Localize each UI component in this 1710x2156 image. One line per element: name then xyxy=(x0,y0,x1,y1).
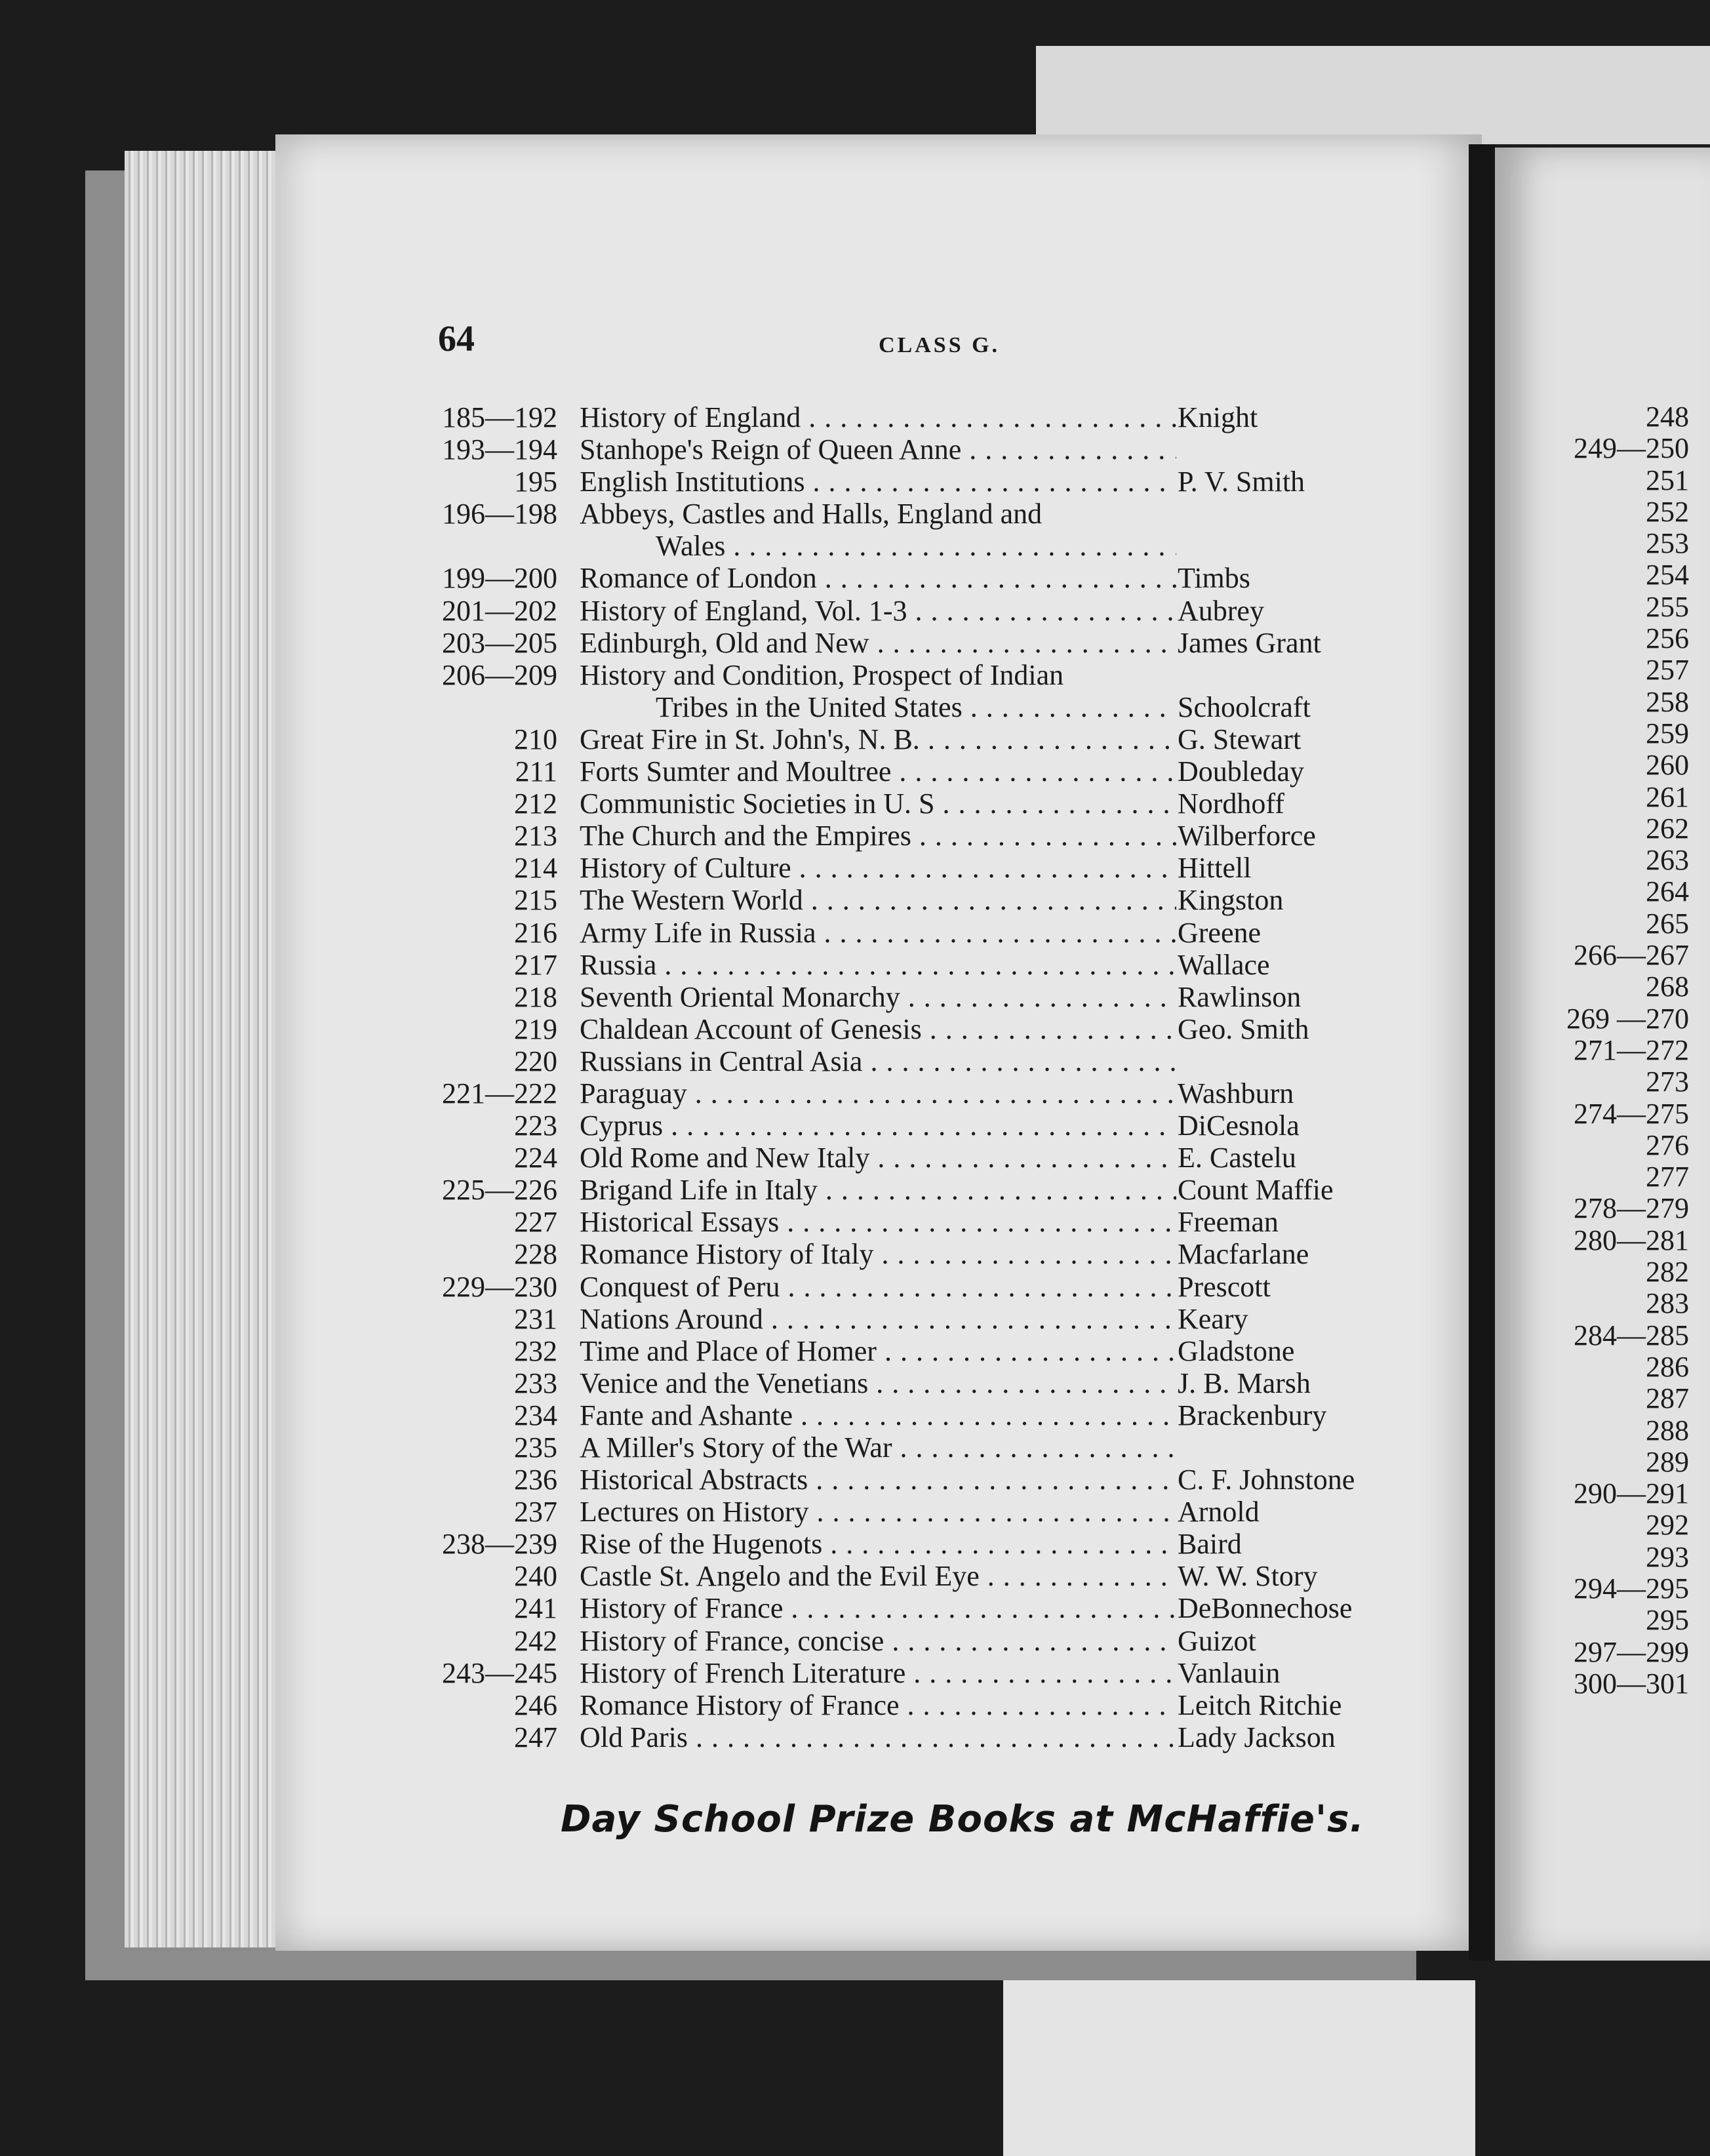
catalogue-entry xyxy=(0,981,1469,1013)
right-entry-number: 259 xyxy=(1646,717,1689,749)
catalogue-entry xyxy=(0,1045,1469,1077)
entry-author: Guizot xyxy=(1178,1624,1256,1657)
entry-author: Arnold xyxy=(1178,1496,1260,1528)
right-entry-number: 284—285 xyxy=(1574,1319,1689,1351)
entry-title: Great Fire in St. John's, N. B. . . . xyxy=(580,723,1176,755)
entry-author: Lady Jackson xyxy=(1178,1721,1336,1753)
entry-title: Forts Sumter and Moultree . . . xyxy=(580,755,1176,788)
entry-title: Romance History of France . . . xyxy=(580,1689,1176,1721)
right-entry-number: 255 xyxy=(1646,591,1689,623)
right-entry-number: 287 xyxy=(1646,1383,1689,1415)
right-entry-number: 294—295 xyxy=(1574,1572,1689,1605)
right-entry-number: 273 xyxy=(1646,1066,1689,1098)
entry-number: 219 xyxy=(514,1012,557,1045)
catalogue-entry xyxy=(0,1721,1469,1753)
right-entry-number: 276 xyxy=(1646,1129,1689,1161)
entry-title: Cyprus . . . xyxy=(580,1109,1176,1142)
entry-author: Gladstone xyxy=(1178,1334,1295,1367)
right-entry-number: 258 xyxy=(1646,686,1689,718)
right-page-numbers xyxy=(1495,401,1705,1700)
entry-title: Communistic Societies in U. S . . . xyxy=(580,788,1176,820)
entry-number: 221—222 xyxy=(442,1077,557,1109)
right-entry-number: 295 xyxy=(1646,1605,1689,1637)
catalogue-entry xyxy=(0,852,1469,884)
entry-title: Rise of the Hugenots . . . xyxy=(580,1528,1176,1560)
entry-number: 227 xyxy=(514,1206,557,1239)
entry-number: 246 xyxy=(514,1688,557,1721)
entry-author: Wilberforce xyxy=(1178,820,1316,852)
entry-title: The Church and the Empires . . . xyxy=(580,820,1176,852)
entry-title: Stanhope's Reign of Queen Anne . . . xyxy=(580,433,1176,466)
entry-number: 196—198 xyxy=(442,498,557,530)
entry-author: G. Stewart xyxy=(1178,723,1302,755)
right-entry-number: 249—250 xyxy=(1574,433,1689,465)
entry-author: Washburn xyxy=(1178,1077,1294,1109)
right-entry-number: 300—301 xyxy=(1574,1667,1689,1700)
entry-author: James Grant xyxy=(1178,626,1321,659)
entry-number: 185—192 xyxy=(442,401,557,433)
catalogue-entry xyxy=(0,1109,1469,1142)
catalogue-entry xyxy=(0,723,1469,755)
catalogue-entry xyxy=(0,659,1469,691)
entry-author: Hittell xyxy=(1178,852,1252,885)
right-entry-number: 278—279 xyxy=(1574,1193,1689,1225)
catalogue-entry xyxy=(0,1077,1469,1109)
entry-author: Schoolcraft xyxy=(1178,690,1311,723)
entry-author: Greene xyxy=(1178,916,1262,949)
entry-number: 242 xyxy=(514,1624,557,1657)
right-entry-number: 274—275 xyxy=(1574,1098,1689,1130)
right-entry-number: 271—272 xyxy=(1574,1034,1689,1066)
entry-author: Wallace xyxy=(1178,948,1270,981)
entry-title: Brigand Life in Italy . . . xyxy=(580,1174,1176,1206)
right-entry-number: 264 xyxy=(1646,876,1689,908)
catalogue-entry xyxy=(0,1496,1469,1528)
scanner-background-top xyxy=(1036,46,1710,144)
book-gutter xyxy=(1469,144,1495,1961)
entry-number: 215 xyxy=(514,884,557,917)
entry-number: 247 xyxy=(514,1721,557,1753)
catalogue-entry xyxy=(0,627,1469,659)
entry-title: History of Culture . . . xyxy=(580,852,1176,884)
entry-title: Venice and the Venetians . . . xyxy=(580,1367,1176,1399)
entry-title: History of French Literature . . . xyxy=(580,1657,1176,1689)
catalogue-entry xyxy=(0,1657,1469,1689)
right-entry-number: 260 xyxy=(1646,749,1689,782)
entry-number: 234 xyxy=(514,1399,557,1431)
right-entry-number: 262 xyxy=(1646,812,1689,845)
catalogue-entry xyxy=(0,595,1469,627)
right-entry-number: 289 xyxy=(1646,1446,1689,1478)
entry-number: 225—226 xyxy=(442,1174,557,1207)
catalogue-entry xyxy=(0,1013,1469,1045)
entry-author: Leitch Ritchie xyxy=(1178,1688,1342,1721)
entry-title: Historical Essays . . . xyxy=(580,1206,1176,1238)
catalogue-entry xyxy=(0,433,1469,466)
right-entry-number: 292 xyxy=(1646,1509,1689,1542)
entry-number: 195 xyxy=(514,466,557,498)
entry-number: 212 xyxy=(514,788,557,820)
entry-title: Conquest of Peru . . . xyxy=(580,1271,1176,1303)
entry-number: 241 xyxy=(514,1592,557,1625)
entry-title: Edinburgh, Old and New . . . xyxy=(580,627,1176,659)
entry-title: History of France, concise . . . xyxy=(580,1625,1176,1657)
right-entry-number: 254 xyxy=(1646,559,1689,591)
entry-author: Baird xyxy=(1178,1528,1242,1561)
catalogue-entry xyxy=(0,949,1469,981)
right-entry-number: 293 xyxy=(1646,1541,1689,1573)
right-entry-number: 256 xyxy=(1646,623,1689,655)
entry-author: Knight xyxy=(1178,401,1258,433)
right-entry-number: 266—267 xyxy=(1574,940,1689,972)
entry-title: Tribes in the United States . . . xyxy=(656,691,1176,723)
entry-number: 193—194 xyxy=(442,433,557,466)
catalogue-entry xyxy=(0,884,1469,916)
catalogue-entry xyxy=(0,691,1469,723)
entry-title: History and Condition, Prospect of Indian xyxy=(580,658,1064,691)
right-entry-number: 286 xyxy=(1646,1351,1689,1383)
entry-title: Romance of London . . . xyxy=(580,562,1176,594)
entry-title: Castle St. Angelo and the Evil Eye . . . xyxy=(580,1560,1176,1592)
entry-author: W. W. Story xyxy=(1178,1560,1318,1593)
entry-author: P. V. Smith xyxy=(1178,466,1305,498)
entry-title: A Miller's Story of the War . . . xyxy=(580,1431,1176,1464)
entry-number: 231 xyxy=(514,1302,557,1335)
entry-title: Romance History of Italy . . . xyxy=(580,1238,1176,1270)
entry-title: Seventh Oriental Monarchy . . . xyxy=(580,981,1176,1013)
entry-author: C. F. Johnstone xyxy=(1178,1464,1355,1496)
catalogue-entry xyxy=(0,1238,1469,1270)
entry-number: 214 xyxy=(514,852,557,885)
right-entry-number: 261 xyxy=(1646,781,1689,813)
right-entry-number: 251 xyxy=(1646,464,1689,496)
entry-title: Chaldean Account of Genesis . . . xyxy=(580,1013,1176,1045)
entry-title: Army Life in Russia . . . xyxy=(580,917,1176,949)
entry-author: Prescott xyxy=(1178,1270,1271,1303)
catalogue-entry xyxy=(0,530,1469,562)
catalogue-entry xyxy=(0,1625,1469,1657)
right-entry-number: 248 xyxy=(1646,401,1689,433)
catalogue-entry xyxy=(0,1335,1469,1367)
entry-number: 199—200 xyxy=(442,562,557,595)
entry-number: 236 xyxy=(514,1464,557,1496)
entry-number: 243—245 xyxy=(442,1656,557,1689)
entry-title: History of England . . . xyxy=(580,401,1176,433)
entry-title: Historical Abstracts . . . xyxy=(580,1464,1176,1496)
entry-author: Keary xyxy=(1178,1302,1248,1335)
entry-title: Russians in Central Asia . . . xyxy=(580,1045,1176,1077)
entry-title: The Western World . . . xyxy=(580,884,1176,916)
catalogue-entry xyxy=(0,1689,1469,1721)
entry-title: Old Rome and New Italy . . . xyxy=(580,1142,1176,1174)
entry-author: DeBonnechose xyxy=(1178,1592,1353,1625)
entry-number: 216 xyxy=(514,916,557,949)
right-entry-number: 253 xyxy=(1646,528,1689,560)
entry-title: Time and Place of Homer . . . xyxy=(580,1335,1176,1367)
right-entry-number: 265 xyxy=(1646,908,1689,940)
entry-number: 238—239 xyxy=(442,1528,557,1561)
entry-author: J. B. Marsh xyxy=(1178,1367,1311,1399)
entry-author: DiCesnola xyxy=(1178,1109,1300,1142)
entry-number: 206—209 xyxy=(442,658,557,691)
running-head: CLASS G. xyxy=(879,333,1001,357)
entry-number: 233 xyxy=(514,1367,557,1399)
entry-number: 223 xyxy=(514,1109,557,1142)
scanner-background-bottom xyxy=(1003,1980,1475,2156)
entry-author: Freeman xyxy=(1178,1206,1279,1239)
catalogue-entry xyxy=(0,755,1469,788)
right-entry-number: 277 xyxy=(1646,1161,1689,1193)
catalogue-entry xyxy=(0,1399,1469,1431)
catalogue-entry xyxy=(0,1528,1469,1560)
entry-title: Wales . . . xyxy=(656,530,1176,562)
entry-author: Nordhoff xyxy=(1178,788,1284,820)
entry-author: Aubrey xyxy=(1178,594,1264,627)
entry-number: 217 xyxy=(514,948,557,981)
page-number: 64 xyxy=(438,319,475,359)
entry-number: 211 xyxy=(515,755,557,788)
right-entry-number: 297—299 xyxy=(1574,1636,1689,1668)
right-entry-number: 290—291 xyxy=(1574,1478,1689,1510)
catalogue-entries xyxy=(0,401,1469,1753)
catalogue-entry xyxy=(0,1464,1469,1496)
catalogue-entry xyxy=(0,1560,1469,1592)
catalogue-entry xyxy=(0,1174,1469,1206)
right-entry-number: 288 xyxy=(1646,1414,1689,1447)
entry-author: E. Castelu xyxy=(1178,1142,1296,1174)
footer-advertisement: Day School Prize Books at McHaffie's. xyxy=(561,1798,1364,1841)
entry-number: 240 xyxy=(514,1560,557,1593)
entry-title: Russia . . . xyxy=(580,949,1176,981)
right-entry-number: 263 xyxy=(1646,845,1689,877)
entry-number: 201—202 xyxy=(442,594,557,627)
right-entry-number: 257 xyxy=(1646,654,1689,687)
right-entry-number: 280—281 xyxy=(1574,1224,1689,1256)
entry-number: 235 xyxy=(514,1431,557,1464)
entry-author: Count Maffie xyxy=(1178,1174,1334,1207)
catalogue-entry xyxy=(0,1592,1469,1624)
entry-number: 213 xyxy=(514,820,557,852)
entry-number: 232 xyxy=(514,1334,557,1367)
catalogue-entry xyxy=(0,1206,1469,1238)
catalogue-entry xyxy=(0,1367,1469,1399)
entry-number: 210 xyxy=(514,723,557,755)
catalogue-entry xyxy=(0,788,1469,820)
catalogue-entry xyxy=(0,498,1469,530)
entry-number: 237 xyxy=(514,1496,557,1528)
catalogue-entry xyxy=(0,1142,1469,1174)
right-entry-number: 283 xyxy=(1646,1288,1689,1320)
entry-author: Macfarlane xyxy=(1178,1238,1309,1271)
entry-author: Timbs xyxy=(1178,562,1250,595)
catalogue-entry xyxy=(0,466,1469,498)
entry-number: 228 xyxy=(514,1238,557,1271)
entry-title: Lectures on History . . . xyxy=(580,1496,1176,1528)
catalogue-entry xyxy=(0,562,1469,594)
entry-title: Fante and Ashante . . . xyxy=(580,1399,1176,1431)
catalogue-entry xyxy=(0,1431,1469,1464)
entry-author: Doubleday xyxy=(1178,755,1305,788)
entry-title: Abbeys, Castles and Halls, England and xyxy=(580,498,1043,530)
catalogue-entry xyxy=(0,1271,1469,1303)
right-entry-number: 282 xyxy=(1646,1256,1689,1288)
entry-title: History of England, Vol. 1-3 . . . xyxy=(580,595,1176,627)
entry-title: Old Paris . . . xyxy=(580,1721,1176,1753)
catalogue-entry xyxy=(0,1303,1469,1335)
entry-title: History of France . . . xyxy=(580,1592,1176,1624)
entry-number: 224 xyxy=(514,1142,557,1174)
right-entry-number: 269 —270 xyxy=(1566,1003,1689,1035)
entry-author: Rawlinson xyxy=(1178,980,1302,1013)
catalogue-entry xyxy=(0,820,1469,852)
entry-author: Geo. Smith xyxy=(1178,1012,1309,1045)
entry-number: 220 xyxy=(514,1045,557,1077)
entry-title: Nations Around . . . xyxy=(580,1303,1176,1335)
catalogue-entry xyxy=(0,917,1469,949)
entry-number: 203—205 xyxy=(442,626,557,659)
entry-author: Kingston xyxy=(1178,884,1284,917)
entry-author: Vanlauin xyxy=(1178,1656,1281,1689)
catalogue-entry xyxy=(0,401,1469,433)
entry-number: 229—230 xyxy=(442,1270,557,1303)
entry-author: Brackenbury xyxy=(1178,1399,1327,1431)
entry-title: Paraguay . . . xyxy=(580,1077,1176,1109)
right-entry-number: 268 xyxy=(1646,971,1689,1003)
entry-title: English Institutions . . . xyxy=(580,466,1176,498)
right-entry-number: 252 xyxy=(1646,496,1689,528)
entry-number: 218 xyxy=(514,980,557,1013)
